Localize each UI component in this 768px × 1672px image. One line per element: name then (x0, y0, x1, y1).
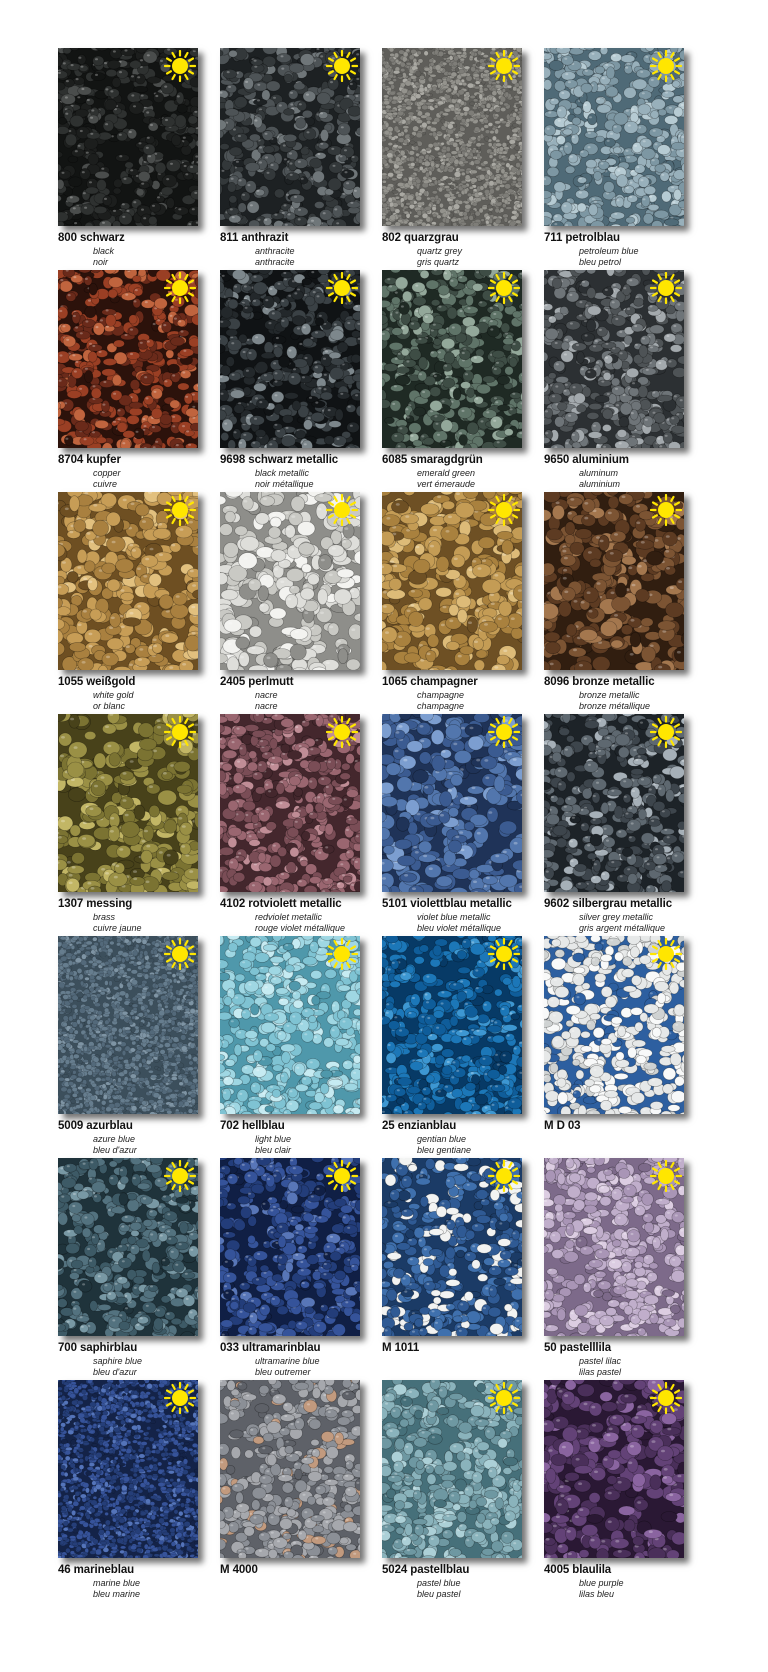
swatch-name-english: champagne (417, 690, 465, 700)
swatch-name: 2405 perlmutt (220, 676, 294, 688)
swatch-texture (544, 270, 684, 448)
swatch-name: 9698 schwarz metallic (220, 454, 339, 466)
sun-icon (488, 494, 520, 526)
swatch-name-english: quartz grey (417, 246, 463, 256)
swatch-name-english: aluminum (579, 468, 619, 478)
swatch-name-english: pastel lilac (579, 1356, 622, 1366)
swatch-name-french: bronze métallique (579, 701, 651, 711)
swatch-row (58, 1158, 738, 1382)
sun-icon (488, 1160, 520, 1192)
swatch-texture (382, 48, 522, 226)
sun-icon (164, 1160, 196, 1192)
swatch-name: 8096 bronze metallic (544, 676, 655, 688)
swatch-name-english: white gold (93, 690, 134, 700)
stone-texture (220, 1380, 360, 1558)
swatch-name-french: bleu d'azur (93, 1367, 137, 1377)
swatch-name-english: ultramarine blue (255, 1356, 320, 1366)
swatch-name: 1307 messing (58, 898, 133, 910)
swatch-name: M D 03 (544, 1120, 581, 1132)
swatch-texture (544, 936, 684, 1114)
swatch-texture (220, 1158, 360, 1336)
swatch-name-french: lilas bleu (579, 1589, 615, 1599)
swatch-name: 8704 kupfer (58, 454, 121, 466)
swatch-name-french: gris argent métallique (579, 923, 666, 933)
swatch-texture (220, 492, 360, 670)
swatch-name-english: silver grey metallic (579, 912, 654, 922)
swatch-name-french: gris quartz (417, 257, 460, 267)
swatch-name-english: nacre (255, 690, 278, 700)
swatch-name-french: cuivre (93, 479, 118, 489)
swatch-texture (544, 492, 684, 670)
swatch-texture (382, 1158, 522, 1336)
swatch-name-french: rouge violet métallique (255, 923, 346, 933)
swatch-name-english: violet blue metallic (417, 912, 491, 922)
sun-icon (164, 1382, 196, 1414)
swatch-texture (220, 270, 360, 448)
sun-icon (650, 938, 682, 970)
swatch-name: 802 quarzgrau (382, 232, 459, 244)
swatch-name-french: bleu outremer (255, 1367, 311, 1377)
swatch-name-french: anthracite (255, 257, 295, 267)
swatch-name-english: gentian blue (417, 1134, 467, 1144)
swatch-texture (58, 936, 198, 1114)
swatch-texture (58, 1158, 198, 1336)
swatch-name: 033 ultramarinblau (220, 1342, 321, 1354)
swatch-name: 5101 violettblau metallic (382, 898, 512, 910)
swatch-name: 46 marineblau (58, 1564, 135, 1576)
sun-icon (650, 494, 682, 526)
swatch-row (58, 1380, 738, 1604)
swatch-texture (382, 270, 522, 448)
swatch-name-english: emerald green (417, 468, 476, 478)
sun-icon (326, 938, 358, 970)
sun-icon (164, 938, 196, 970)
swatch-name-french: or blanc (93, 701, 126, 711)
swatch-name: 9650 aluminium (544, 454, 629, 466)
swatch-texture (220, 1380, 360, 1558)
swatch-texture (220, 936, 360, 1114)
sun-icon (326, 50, 358, 82)
swatch-row (58, 714, 738, 938)
swatch-name-english: brass (93, 912, 116, 922)
swatch-row (58, 492, 738, 716)
swatch-name-english: redviolet metallic (255, 912, 323, 922)
swatch-name-english: black (93, 246, 115, 256)
sun-icon (488, 938, 520, 970)
swatch-name-french: bleu petrol (579, 257, 622, 267)
swatch-row (58, 270, 738, 494)
swatch-name-french: noir (93, 257, 109, 267)
swatch-name: 1055 weißgold (58, 676, 136, 688)
swatch-name: 9602 silbergrau metallic (544, 898, 673, 910)
swatch-name-french: bleu d'azur (93, 1145, 137, 1155)
sun-icon (650, 1160, 682, 1192)
swatch-texture (220, 714, 360, 892)
swatch-name-french: vert émeraude (417, 479, 476, 489)
swatch-texture (58, 492, 198, 670)
sun-icon (326, 494, 358, 526)
swatch-name-french: lilas pastel (579, 1367, 622, 1377)
swatch-name-french: bleu clair (255, 1145, 292, 1155)
sun-icon (488, 1382, 520, 1414)
swatch-name: 800 schwarz (58, 232, 125, 244)
swatch-name: 811 anthrazit (220, 232, 289, 244)
swatch-name-english: black metallic (255, 468, 310, 478)
sun-icon (326, 1160, 358, 1192)
swatch-name-english: azure blue (93, 1134, 136, 1144)
sun-icon (326, 272, 358, 304)
swatch-texture (382, 936, 522, 1114)
sun-icon (650, 272, 682, 304)
swatch-name-french: cuivre jaune (93, 923, 142, 933)
swatch-texture (382, 492, 522, 670)
swatch-name: 5009 azurblau (58, 1120, 133, 1132)
swatch-name: 50 pastelllila (544, 1342, 611, 1354)
swatch-name: 702 hellblau (220, 1120, 285, 1132)
sun-icon (164, 494, 196, 526)
swatch-name-english: blue purple (579, 1578, 624, 1588)
sun-icon (164, 716, 196, 748)
swatch-name: 711 petrolblau (544, 232, 620, 244)
swatch-name-english: pastel blue (417, 1578, 461, 1588)
swatch-texture (544, 48, 684, 226)
swatch-texture (58, 1380, 198, 1558)
swatch-texture (382, 1380, 522, 1558)
sun-icon (650, 1382, 682, 1414)
sun-icon (488, 716, 520, 748)
swatch-name-english: saphire blue (93, 1356, 143, 1366)
swatch-name-french: noir métallique (255, 479, 314, 489)
sun-icon (488, 272, 520, 304)
swatch-name-english: petroleum blue (579, 246, 639, 256)
sun-icon (650, 50, 682, 82)
swatch-name: 5024 pastellblau (382, 1564, 470, 1576)
swatch-name-french: aluminium (579, 479, 621, 489)
swatch-texture (58, 270, 198, 448)
swatch-name: M 4000 (220, 1564, 258, 1576)
swatch-name: 4102 rotviolett metallic (220, 898, 342, 910)
swatch-name: 700 saphirblau (58, 1342, 138, 1354)
swatch-name-english: anthracite (255, 246, 295, 256)
swatch-texture (220, 48, 360, 226)
swatch-name-french: bleu marine (93, 1589, 141, 1599)
swatch-texture (382, 714, 522, 892)
swatch-name: 1065 champagner (382, 676, 478, 688)
swatch-texture (58, 714, 198, 892)
swatch-name-french: bleu pastel (417, 1589, 461, 1599)
swatch-name: M 1011 (382, 1342, 420, 1354)
swatch-name-french: nacre (255, 701, 278, 711)
swatch-texture (544, 1158, 684, 1336)
swatch-texture (58, 48, 198, 226)
sun-icon (650, 716, 682, 748)
swatch-name-french: bleu violet métallique (417, 923, 502, 933)
sun-icon (488, 50, 520, 82)
swatch-name: 25 enzianblau (382, 1120, 457, 1132)
swatch-row (58, 936, 738, 1160)
swatch-name: 6085 smaragdgrün (382, 454, 483, 466)
swatch-row (58, 48, 738, 272)
swatch-name: 4005 blaulila (544, 1564, 612, 1576)
swatch-name-french: champagne (417, 701, 465, 711)
sun-icon (164, 50, 196, 82)
swatch-name-english: bronze metallic (579, 690, 640, 700)
swatch-texture (544, 714, 684, 892)
swatch-name-english: marine blue (93, 1578, 141, 1588)
swatch-name-english: light blue (255, 1134, 292, 1144)
swatch-name-french: bleu gentiane (417, 1145, 472, 1155)
sun-icon (326, 716, 358, 748)
swatch-name-english: copper (93, 468, 121, 478)
sun-icon (164, 272, 196, 304)
swatch-texture (544, 1380, 684, 1558)
